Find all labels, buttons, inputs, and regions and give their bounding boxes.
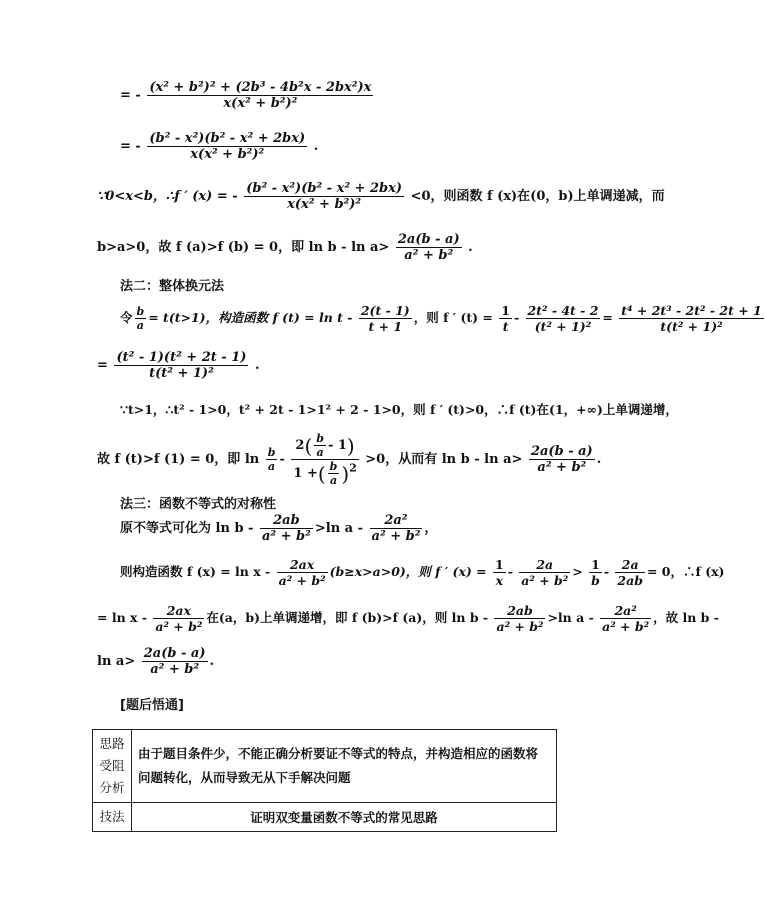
equation-line-12: ln a> $\frac{2a(b - a)}{\text{a² + b²}}$ . — [97, 646, 215, 677]
row1-body: 由于题目条件少，不能正确分析要证不等式的特点，并构造相应的函数将问题转化，从而导致无从下手解决问题 — [132, 730, 557, 803]
equation-line-1 — [120, 80, 375, 111]
method-3-title: 法三：函数不等式的对称性 — [120, 497, 277, 512]
eq8-nested-fraction: 2( $\frac{b}{a}$ - 1) 1 +( $\frac{b}{a}$ )$^2$ — [293, 432, 357, 487]
equation-line-4: b>a>0，故 f (a)>f (b) = 0，即 ln b - ln a> $\frac{2a(b - a)}{\text{a² + b²}}$ . — [97, 232, 473, 263]
equation-line-10: 则构造函数 f (x) = ln x - $\frac{2ax}{\text{a² + b²}}$ (b≥x>a>0)，则 f ′ (x) = $\frac{1}{x}$ - $\frac{2a}{\text{a² + b²}}$ > $\frac{1}{b}$ - $\frac{2a}{2ab}$ = 0，∴f (x) — [120, 557, 725, 588]
equation-line-8: 故 f (t)>f (1) = 0，即 ln $\frac{b}{a}$ - 2( $\frac{b}{a}$ - 1) 1 +( $\frac{b}{a}$ )$^2$ >0，从而有 ln b - ln a> $\frac{2a(b - a)}{\text{a² + b²}}$ . — [97, 432, 602, 487]
equation-line-11: = ln x - $\frac{2ax}{\text{a² + b²}}$ 在(a，b)上单调递增，即 f (b)>f (a)，则 ln b - $\frac{2ab}{\text{a² + b²}}$ >ln a - $\frac{\text{2a²}}{\text{a² + b²}}$ ，故 ln b - — [97, 603, 719, 634]
row2-body: 证明双变量函数不等式的常见思路 — [132, 803, 557, 832]
summary-table — [92, 729, 557, 832]
eq4-fraction: $\frac{2a(b - a)}{\text{a² + b²}}$ — [397, 232, 460, 263]
eq1-fraction: $\frac{\text{(x² + b²)² + (2b³ - 4b²x - 2bx²)x}}{\text{x(x² + b²)²}}$ — [149, 80, 372, 111]
equation-line-9: 原不等式可化为 ln b - $\frac{2ab}{\text{a² + b²}}$ >ln a - $\frac{\text{2a²}}{\text{a² + b²}}$ ， — [120, 513, 438, 544]
table-row — [93, 730, 557, 803]
table-row — [93, 803, 557, 832]
row2-head: 技法 — [93, 803, 132, 832]
equation-line-7: ∵t>1，∴t² - 1>0，t² + 2t - 1>1² + 2 - 1>0，则 f ′ (t)>0，∴f (t)在(1，+∞)上单调递增， — [120, 402, 678, 417]
row1-head: 思路 受阻 分析 — [93, 730, 132, 803]
eq6-fraction: $\frac{\text{(t² - 1)(t² + 2t - 1)}}{\text{t(t² + 1)²}}$ — [116, 350, 247, 381]
equation-line-2: = - $\frac{\text{(b² - x²)(b² - x² + 2bx)}}{\text{x(x² + b²)²}}$ . — [120, 131, 319, 162]
after-lesson-title: [题后悟通] — [120, 698, 184, 713]
equation-line-6: = $\frac{\text{(t² - 1)(t² + 2t - 1)}}{\text{t(t² + 1)²}}$ . — [97, 350, 260, 381]
equation-line-5: 令 $\frac{b}{a}$ = t(t>1)，构造函数 f (t) = ln t - $\frac{2(t - 1)}{t + 1}$ ，则 f ′ (t) = $\frac{1}{t}$ - $\frac{\text{2t² - 4t - 2}}{\text{(t² + 1)²}}$ = $\frac{\text{t⁴ + 2t³ - 2t² - 2t + 1}}{\text{t(t² + 1)²}}$ — [120, 303, 762, 334]
method-2-title: 法二：整体换元法 — [120, 279, 225, 294]
eq1-lead: = - — [120, 88, 141, 103]
eq2-fraction: $\frac{\text{(b² - x²)(b² - x² + 2bx)}}{\text{x(x² + b²)²}}$ — [149, 131, 306, 162]
eq3-fraction: $\frac{\text{(b² - x²)(b² - x² + 2bx)}}{\text{x(x² + b²)²}}$ — [246, 181, 403, 212]
equation-line-3: ∵0<x<b，∴f ′ (x) = - $\frac{\text{(b² - x²)(b² - x² + 2bx)}}{\text{x(x² + b²)²}}$ <0，则函数 f (x)在(0，b)上单调递减，而 — [97, 181, 665, 212]
